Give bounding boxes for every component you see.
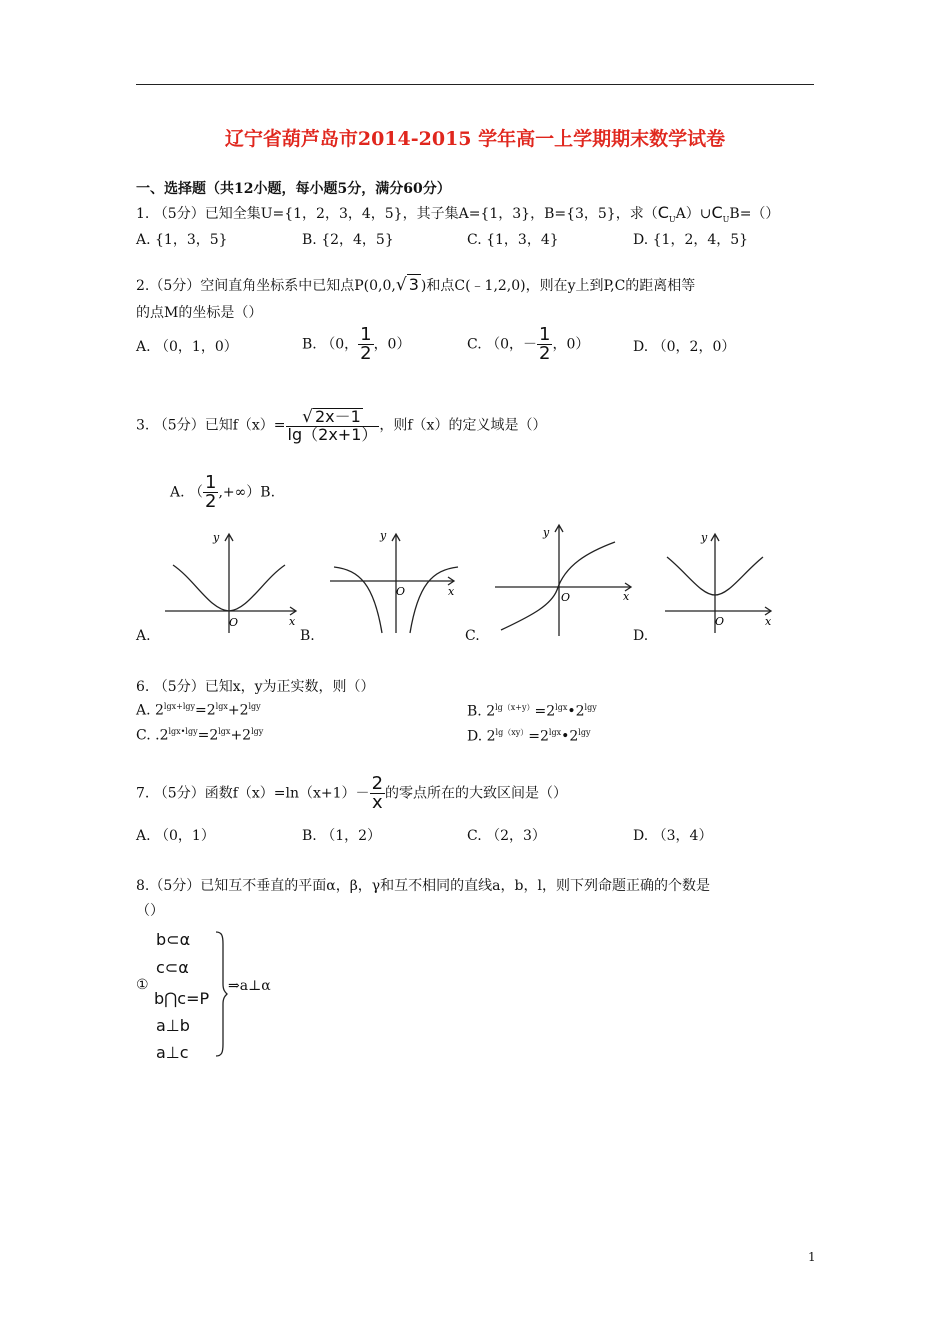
q6-option-d xyxy=(467,727,590,745)
base: =2 xyxy=(195,702,216,719)
denominator: 2 xyxy=(205,491,217,512)
brace-path xyxy=(216,932,227,1056)
q2-stem-a: 2.（5分）空间直角坐标系中已知点P(0,0, xyxy=(136,278,396,294)
curve-right xyxy=(410,567,458,633)
denominator: lg（2x+1） xyxy=(287,425,378,444)
complement-sub: U xyxy=(668,214,676,224)
q7-option-b: B. （1，2） xyxy=(302,828,382,844)
graph-b xyxy=(330,525,470,635)
graph-label-a: A. xyxy=(136,628,151,644)
q1-option-a: A. {1，3，5} xyxy=(136,232,228,248)
origin-label: O xyxy=(229,616,239,629)
base: D. 2 xyxy=(467,728,496,745)
y-label: y xyxy=(543,526,550,539)
condition-4: a⊥b xyxy=(156,1016,190,1035)
origin-label: O xyxy=(561,591,571,604)
exponent: lg（xy） xyxy=(495,728,529,737)
condition-2: c⊂α xyxy=(156,958,189,977)
question-8-stem: 8.（5分）已知互不垂直的平面α，β，γ和互不相同的直线a，b，l，则下列命题正确的个数是 xyxy=(136,878,710,894)
x-label: x xyxy=(765,615,772,628)
exponent: lgx•lgy xyxy=(168,727,198,736)
graph-d xyxy=(665,525,780,635)
q1-option-b: B. {2，4，5} xyxy=(302,232,394,248)
fraction xyxy=(203,474,218,511)
q1-stem-text: 1. （5分）已知全集U={1，2，3，4，5}，其子集A={1，3}，B={3，5}，求（ xyxy=(136,206,658,222)
q6-option-b xyxy=(467,702,597,720)
q3-pre: 3. （5分）已知f（x）= xyxy=(136,417,286,434)
base: C. .2 xyxy=(136,727,169,744)
q6-option-a xyxy=(136,702,261,719)
fraction xyxy=(358,326,373,363)
base: +2 xyxy=(230,727,252,744)
denominator: 2 xyxy=(360,343,372,364)
q3a-post: ,+∞）B. xyxy=(218,484,276,501)
sqrt-sign: √ xyxy=(395,275,407,295)
question-3-stem xyxy=(136,408,546,443)
q2-option-b xyxy=(302,326,410,363)
q7-post: 的零点所在的大致区间是（） xyxy=(385,785,568,802)
q2-stem-line2: 的点M的坐标是（） xyxy=(136,305,263,321)
q2-option-d: D. （0，2，0） xyxy=(633,339,736,355)
q3a-pre: A. （ xyxy=(170,484,204,501)
denominator: 2 xyxy=(539,343,551,364)
base: =2 xyxy=(197,727,219,744)
q2b-post: ，0） xyxy=(373,336,411,353)
base: A. 2 xyxy=(136,702,164,719)
base: B. 2 xyxy=(467,703,496,720)
question-7-stem xyxy=(136,775,567,812)
graph-label-d: D. xyxy=(633,628,649,644)
q2c-post: ，0） xyxy=(552,336,590,353)
q7-option-a: A. （0，1） xyxy=(136,828,215,844)
q7-option-c: C. （2，3） xyxy=(467,828,546,844)
fraction xyxy=(370,775,385,812)
q2-option-a: A. （0，1，0） xyxy=(136,339,238,355)
q1-option-d: D. {1，2，4，5} xyxy=(633,232,749,248)
curve xyxy=(501,542,615,630)
exponent: lgy xyxy=(584,703,597,712)
fraction xyxy=(537,326,552,363)
exponent: lgx+lgy xyxy=(163,702,196,711)
y-label: y xyxy=(213,531,220,544)
exponent: lgx xyxy=(548,728,562,737)
q7-pre: 7. （5分）函数f（x）=ln（x+1）－ xyxy=(136,785,370,802)
circled-one: ① xyxy=(136,977,149,993)
exponent: lg（x+y） xyxy=(495,703,535,712)
curve-left xyxy=(334,567,382,633)
q1-option-c: C. {1，3，4} xyxy=(467,232,559,248)
sqrt-sign: √ xyxy=(302,407,313,427)
complement-symbol: C xyxy=(657,203,669,222)
q1-mid: A）∪ xyxy=(675,206,712,222)
condition-3: b⋂c=P xyxy=(154,989,210,1008)
page-number: 1 xyxy=(808,1250,816,1264)
sqrt-radicand: 2x－1 xyxy=(314,407,361,426)
q8-stem-line2: （） xyxy=(136,903,164,919)
question-6-stem: 6. （5分）已知x，y为正实数，则（） xyxy=(136,679,375,695)
numerator: 2 xyxy=(371,773,384,794)
page-title: 辽宁省葫芦岛市2014-2015 学年高一上学期期末数学试卷 xyxy=(224,128,726,150)
exponent: lgy xyxy=(578,728,591,737)
x-label: x xyxy=(448,585,455,598)
numerator: 1 xyxy=(360,324,372,345)
exponent: lgy xyxy=(248,702,261,711)
y-label: y xyxy=(380,529,387,542)
origin-label: O xyxy=(396,585,406,598)
complement-sub: U xyxy=(722,214,730,224)
question-2-stem xyxy=(136,274,695,295)
numerator: 1 xyxy=(205,472,217,493)
q2b-pre: B. （0， xyxy=(302,336,359,353)
exponent: lgx xyxy=(215,702,228,711)
exponent: lgx xyxy=(218,727,231,736)
q1-tail: B=（） xyxy=(729,206,780,222)
y-label: y xyxy=(701,531,708,544)
q6-option-c xyxy=(136,727,263,744)
sqrt-radicand: 3 xyxy=(408,275,419,294)
header-rule xyxy=(136,84,814,85)
graph-a xyxy=(165,525,305,635)
base: •2 xyxy=(567,703,585,720)
condition-5: a⊥c xyxy=(156,1043,189,1062)
q2-stem-b: )和点C(﹣1,2,0)，则在y上到P,C的距离相等 xyxy=(420,278,696,294)
graph-label-b: B. xyxy=(300,628,315,644)
graph-label-c: C. xyxy=(465,628,480,644)
fraction xyxy=(286,408,380,443)
question-1-stem xyxy=(136,203,779,224)
right-brace xyxy=(214,930,228,1060)
x-label: x xyxy=(623,590,630,603)
q7-option-d: D. （3，4） xyxy=(633,828,713,844)
q3-post: ，则f（x）的定义域是（） xyxy=(379,417,547,434)
q2-option-c xyxy=(467,326,589,363)
exponent: lgy xyxy=(251,727,264,736)
q2c-pre: C. （0，－ xyxy=(467,336,538,353)
numerator: 1 xyxy=(539,324,551,345)
base: •2 xyxy=(561,728,579,745)
complement-symbol: C xyxy=(711,203,723,222)
x-label: x xyxy=(289,615,296,628)
base: +2 xyxy=(227,702,249,719)
conclusion: ⇒a⊥α xyxy=(228,978,271,994)
base: =2 xyxy=(528,728,549,745)
graph-c xyxy=(493,520,638,638)
origin-label: O xyxy=(715,615,725,628)
base: =2 xyxy=(534,703,556,720)
exponent: lgx xyxy=(555,703,568,712)
q3-option-a xyxy=(170,474,275,511)
section-heading: 一、选择题（共12小题，每小题5分，满分60分） xyxy=(136,181,451,197)
condition-1: b⊂α xyxy=(156,930,191,949)
denominator: x xyxy=(371,792,383,813)
